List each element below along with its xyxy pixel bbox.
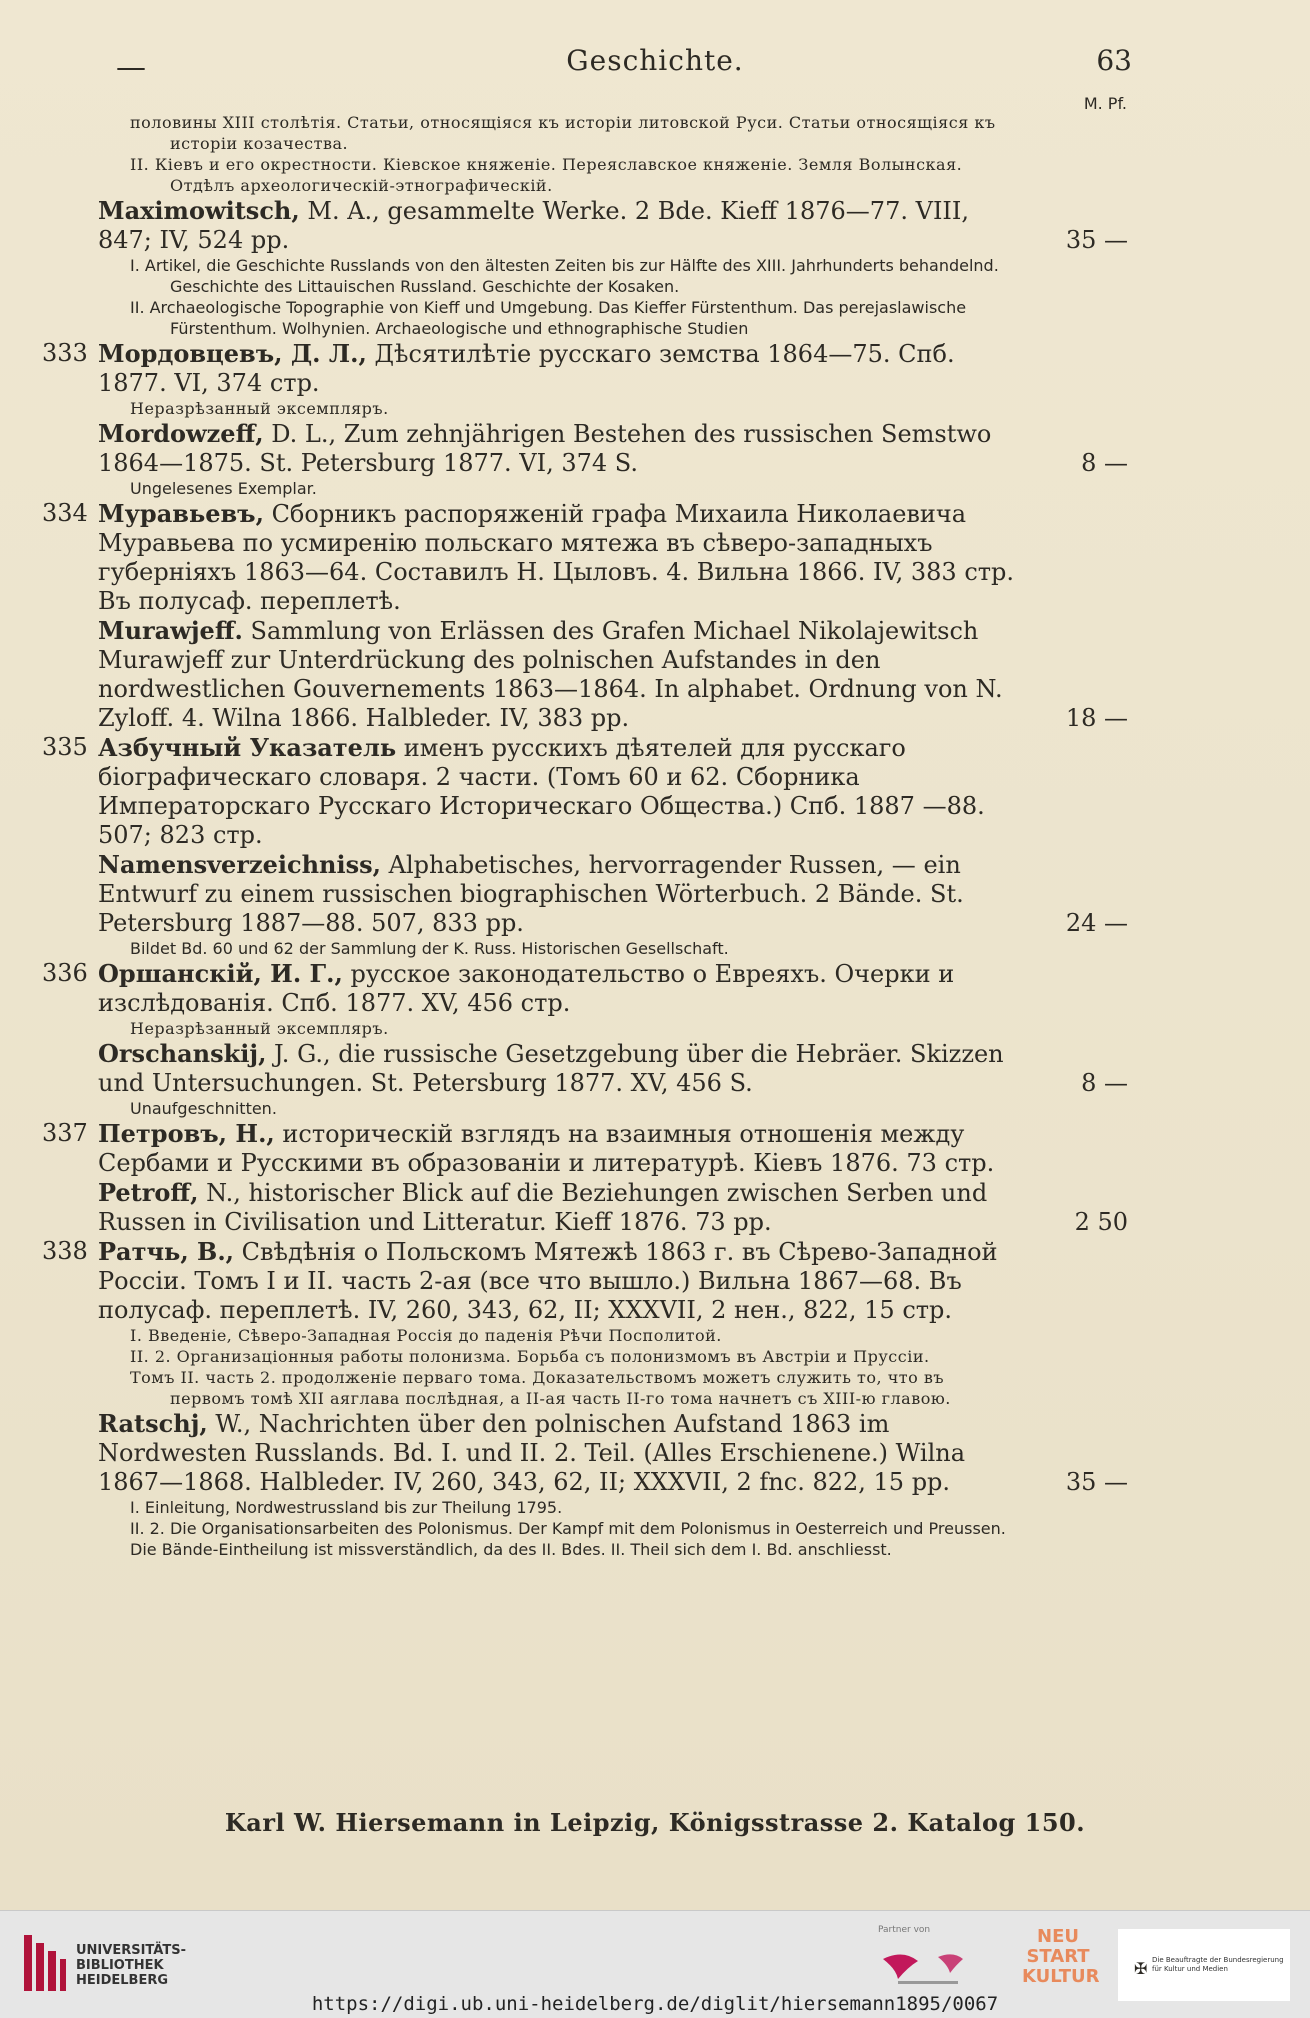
entry-note [98,1098,1128,1119]
permalink-url[interactable]: https://digi.ub.uni-heidelberg.de/diglit/hiersemann1895/0067 [311,1993,999,2015]
entry-text: именъ русскихъ дѣятелей для русскаго біографическаго словаря. 2 части. (Томъ 60 и 62. Сборника Императорскаго Русскаго Историческаго Общества.) Спб. 1887 —88. 507; 823 стр. [98,734,985,849]
entry-text: Alphabetisches, hervorragender Russen, — ein Entwurf zu einem russischen biographischen Wörterbuch. 2 Bände. St. Petersburg 1887—88. 507, 833 pp. [98,851,964,937]
entry-translation [98,196,1128,255]
entry-text: I. Artikel, die Geschichte Russlands von den ältesten Zeiten bis zur Hälfte des XIII. Jahrhunderts behandelnd. Geschichte des Littauischen Russland. Geschichte der Kosaken. [130,256,999,296]
entry-translation [98,850,1128,938]
catalog-footer: Karl W. Hiersemann in Leipzig, Königsstrasse 2. Katalog 150. [224,1808,1086,1837]
entry-price: 18 — [1065,704,1128,732]
entry-note [98,297,1128,339]
entry-text: Sammlung von Erlässen des Grafen Michael Nikolajewitsch Murawjeff zur Unterdrückung des polnischen Aufstandes in den nordwestlichen Gouvernements 1863—1864. In alphabet. Ordnung von N. Zyloff. 4. Wilna 1866. Halbleder. IV, 383 pp. [98,617,1003,732]
entry-text: русское законодательство о Евреяхъ. Очерки и изслѣдованія. Спб. 1877. XV, 456 стр. [98,960,955,1017]
entry-note [98,154,1128,196]
ub-line-2: BIBLIOTHEK [76,1958,164,1973]
entry-price: 8 — [1081,449,1128,477]
page-header [0,44,1310,88]
entry-note [98,1018,1128,1039]
partner-bird-logo-icon [878,1939,988,1989]
partner-label: Partner von [878,1925,931,1935]
neustart-line-3: KULTUR [1022,1966,1100,1987]
entry-text: N., historischer Blick auf die Beziehungen zwischen Serben und Russen in Civilisation und Litteratur. Kieff 1876. 73 pp. [98,1179,988,1236]
entry-number: 335 [42,733,88,761]
neustart-line-1: NEU [1037,1926,1079,1947]
entry-author: Orschanskij, [98,1039,267,1068]
entry-text: Ungelesenes Exemplar. [130,479,317,498]
entry-note [98,1367,1128,1409]
entry-text: Томъ II. часть 2. продолженіе перваго тома. Доказательствомъ можетъ служить то, что въ первомъ томѣ XII аяглава послѣдная, а II-ая часть II-го тома начнетъ съ XIII-ю главою. [130,1368,951,1408]
entry-author: Муравьевъ, [98,499,264,528]
entry-text: Bildet Bd. 60 und 62 der Sammlung der K. Russ. Historischen Gesellschaft. [130,939,729,958]
entry-author: Mordowzeff, [98,419,264,448]
bkm-text: Die Beauftragte der Bundesregierung für Kultur und Medien [1152,1956,1284,1973]
catalog-entry [42,733,1128,850]
entry-price: 35 — [1065,1468,1128,1496]
catalog-entries [42,112,1128,1560]
entry-text: II. Кіевъ и его окрестности. Кіевское княженіе. Переяславское княженіе. Земля Волынская. Отдѣлъ археологическій-этнографическій. [130,155,963,195]
entry-text: Die Bände-Eintheilung ist missverständlich, da des II. Bdes. II. Theil sich dem I. Bd. anschliesst. [130,1540,892,1559]
entry-author: Murawjeff. [98,616,243,645]
entry-author: Мордовцевъ, Д. Л., [98,339,367,368]
entry-translation [98,1178,1128,1237]
entry-text: I. Einleitung, Nordwestrussland bis zur Theilung 1795. [130,1498,563,1517]
entry-note [98,1497,1128,1518]
entry-note [98,112,1128,154]
catalog-entry [42,959,1128,1018]
entry-price: 24 — [1065,909,1128,937]
university-library-logo-icon [22,1933,68,1993]
entry-note [98,938,1128,959]
page-number: 63 [1096,44,1132,77]
entry-number: 333 [42,339,88,367]
entry-note [98,1346,1128,1367]
bkm-logo [1118,1929,1290,2001]
entry-text: W., Nachrichten über den polnischen Aufstand 1863 im Nordwesten Russlands. Bd. I. und II. 2. Teil. (Alles Erschienene.) Wilna 1867—1868. Halbleder. IV, 260, 343, 62, II; XXXVII, 2 fnc. 822, 15 pp. [98,1410,966,1496]
entry-text: Unaufgeschnitten. [130,1099,277,1118]
entry-translation [98,419,1128,478]
entry-note [98,1518,1128,1539]
running-head: Geschichte. [566,44,744,77]
entry-price: 8 — [1081,1069,1128,1097]
ub-line-1: UNIVERSITÄTS- [76,1943,186,1958]
entry-note [98,478,1128,499]
entry-text: половины XIII столѣтія. Статьи, относящіяся къ исторіи литовской Руси. Статьи относящіяся къ исторіи козачества. [130,113,996,153]
entry-number: 338 [42,1237,88,1265]
entry-price: 2 50 [1074,1208,1128,1236]
entry-author: Ratschj, [98,1409,208,1438]
entry-author: Ратчь, В., [98,1237,235,1266]
entry-note [98,1539,1128,1560]
entry-translation [98,1039,1128,1098]
entry-note [98,398,1128,419]
entry-translation [98,616,1128,733]
catalog-entry [42,499,1128,616]
header-dash: — [116,50,146,85]
federal-eagle-icon: ✠ [1134,1959,1148,1978]
entry-number: 334 [42,499,88,527]
entry-number: 336 [42,959,88,987]
catalog-entry [42,339,1128,398]
neustart-kultur-logo [1022,1926,1100,1999]
digitization-banner [0,1910,1310,2018]
catalog-entry [42,1119,1128,1178]
entry-text: Дѣсятилѣтіе русскаго земства 1864—75. Спб. 1877. VI, 374 стр. [98,340,955,397]
entry-text: Неразрѣзанный эксемпляръ. [130,399,389,418]
entry-text: Свѣдѣнія о Польскомъ Мятежѣ 1863 г. въ Сѣрево-Западной Россіи. Томъ I и II. часть 2-ая (все что вышло.) Вильна 1867—68. Въ полусаф. переплетѣ. IV, 260, 343, 62, II; XXXVII, 2 нен., 822, 15 стр. [98,1238,998,1324]
entry-price: 35 — [1065,226,1128,254]
entry-translation [98,1409,1128,1497]
entry-text: II. 2. Die Organisationsarbeiten des Polonismus. Der Kampf mit dem Polonismus in Oesterreich und Preussen. [130,1519,1006,1538]
entry-text: историческій взглядъ на взаимныя отношенія между Сербами и Русскими въ образованіи и литературѣ. Кіевъ 1876. 73 стр. [98,1120,995,1177]
catalog-entry [42,1237,1128,1325]
entry-text: Сборникъ распоряженій графа Михаила Николаевича Муравьева по усмиренію польскаго мятежа въ сѣверо-западныхъ губерніяхъ 1863—64. Составилъ Н. Цыловъ. 4. Вильна 1866. IV, 383 стр. Въ полусаф. переплетѣ. [98,500,1015,615]
entry-text: M. A., gesammelte Werke. 2 Bde. Kieff 1876—77. VIII, 847; IV, 524 pp. [98,197,970,254]
university-library-name [76,1943,186,1988]
entry-text: Неразрѣзанный эксемпляръ. [130,1019,389,1038]
entry-text: I. Введеніе, Сѣверо-Западная Россія до паденія Рѣчи Посполитой. [130,1326,722,1345]
entry-author: Азбучный Указатель [98,733,397,762]
entry-text: II. 2. Организаціонныя работы полонизма. Борьба съ полонизмомъ въ Австріи и Пруссіи. [130,1347,930,1366]
entry-note [98,1325,1128,1346]
entry-author: Maximowitsch, [98,196,300,225]
entry-author: Namensverzeichniss, [98,850,381,879]
entry-text: J. G., die russische Gesetzgebung über die Hebräer. Skizzen und Untersuchungen. St. Petersburg 1877. XV, 456 S. [98,1040,1004,1097]
neustart-line-2: START [1026,1946,1090,1967]
entry-text: II. Archaeologische Topographie von Kieff und Umgebung. Das Kieffer Fürstenthum. Das perejaslawische Fürstenthum. Wolhynien. Archaeologische und ethnographische Studien [130,298,967,338]
entry-author: Петровъ, Н., [98,1119,275,1148]
entry-number: 337 [42,1119,88,1147]
entry-text: D. L., Zum zehnjährigen Bestehen des russischen Semstwo 1864—1875. St. Petersburg 1877. VI, 374 S. [98,420,992,477]
ub-line-3: HEIDELBERG [76,1973,169,1988]
entry-author: Оршанскій, И. Г., [98,959,343,988]
price-column-heading: M. Pf. [1083,94,1127,113]
entry-author: Petroff, [98,1178,199,1207]
entry-note [98,255,1128,297]
